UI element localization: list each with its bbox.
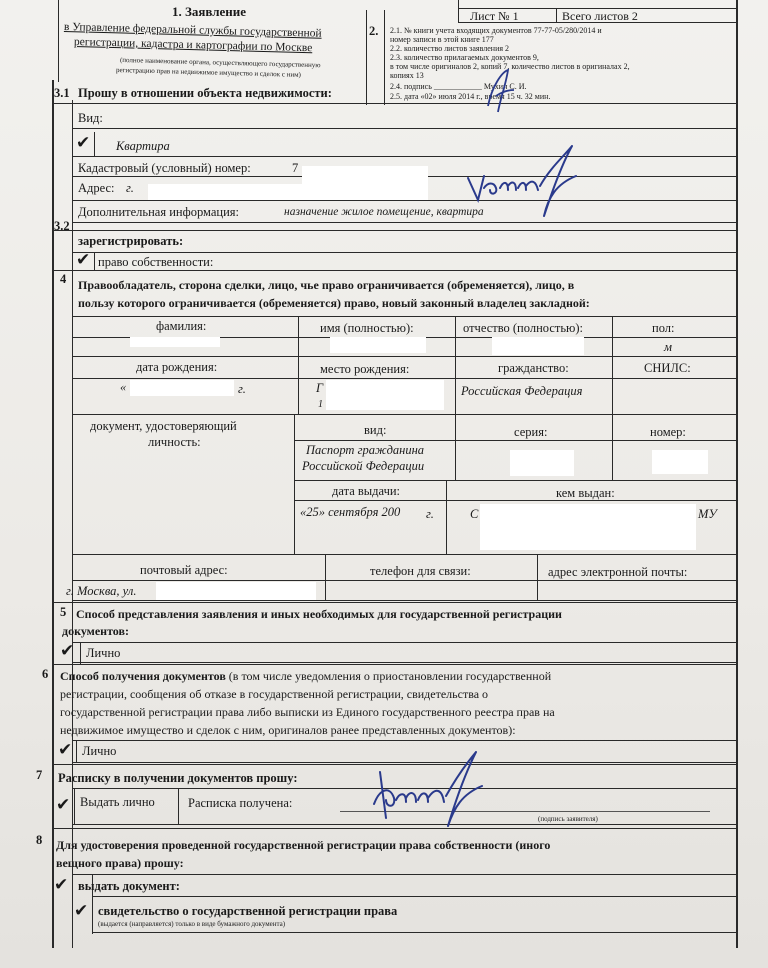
- section-6-title-rest: (в том числе уведомления о приостановлении государственной: [225, 669, 552, 683]
- cadastral-number-label: Кадастровый (условный) номер:: [78, 161, 251, 175]
- sex-label: пол:: [652, 321, 675, 335]
- birth-date-label: дата рождения:: [136, 360, 218, 374]
- submission-method-value: Лично: [86, 646, 121, 660]
- email-label: адрес электронной почты:: [548, 565, 688, 579]
- section-3-1-title: Прошу в отношении объекта недвижимости:: [78, 86, 332, 100]
- redaction-block: [652, 450, 708, 474]
- authority-note-1: (полное наименование органа, осуществляющего государственную: [119, 56, 321, 70]
- section-6-number: 6: [42, 667, 49, 681]
- redaction-block: [510, 450, 574, 476]
- patronymic-label: отчество (полностью):: [463, 321, 584, 335]
- address-value: г.: [126, 181, 134, 195]
- citizenship-value: Российская Федерация: [461, 384, 583, 398]
- redaction-block: [148, 184, 428, 200]
- section-8-number: 8: [36, 833, 43, 847]
- authority-line-2: регистрации, кадастра и картографии по Москве: [73, 36, 313, 55]
- registry-line: в том числе оригиналов 2, копий 7, количество листов в оригиналах 2,: [390, 62, 630, 71]
- name-label: имя (полностью):: [320, 321, 414, 335]
- id-type-label: вид:: [364, 423, 387, 437]
- registry-line: 2.2. количество листов заявления 2: [390, 44, 510, 53]
- section-6-line-3: государственной регистрации права либо выписки из Единого государственного реестра прав на: [60, 705, 555, 719]
- registry-line: копиях 13: [390, 71, 424, 80]
- redaction-block: [130, 380, 234, 396]
- registry-line: номер записи в этой книге 177: [390, 35, 494, 44]
- section-4-number: 4: [60, 272, 67, 286]
- redaction-block: [330, 337, 426, 353]
- signature-image: [460, 138, 590, 220]
- section-6-title-bold: Способ получения документов: [60, 669, 226, 683]
- issued-by-tail: МУ: [698, 507, 717, 521]
- section-8-title-line-2: вещного права) прошу:: [56, 856, 184, 870]
- citizenship-label: гражданство:: [498, 361, 569, 375]
- section-3-1-number: 3.1: [54, 86, 70, 100]
- sex-value: м: [664, 340, 672, 354]
- checkmark-icon: ✔: [76, 250, 91, 270]
- right-type-value: право собственности:: [98, 255, 214, 269]
- statement-title: 1. Заявление: [172, 4, 247, 19]
- birth-place-value-2: 1: [318, 399, 323, 410]
- birth-place-label: место рождения:: [320, 362, 410, 376]
- section-4-title-line-1: Правообладатель, сторона сделки, лицо, чье право ограничивается (обременяется), лицо, в: [78, 278, 575, 292]
- redaction-block: [480, 504, 696, 550]
- authority-line-1: в Управление федеральной службы государственной: [63, 21, 322, 40]
- receipt-received-label: Расписка получена:: [188, 796, 293, 810]
- additional-info-value: назначение жилое помещение, квартира: [284, 206, 484, 218]
- birth-date-suffix: г.: [238, 382, 246, 396]
- checkmark-icon: ✔: [54, 875, 69, 895]
- sheet-number: Лист № 1: [470, 9, 519, 23]
- section-5-title-line-2: документов:: [62, 624, 129, 638]
- id-number-label: номер:: [650, 425, 686, 439]
- receipt-option-value: Выдать лично: [80, 795, 155, 809]
- section-5-title-line-1: [62, 607, 734, 622]
- registry-line: 2.3. количество прилагаемых документов 9,: [390, 53, 539, 62]
- receipt-method-value: Лично: [82, 744, 117, 758]
- section-3-2-title: зарегистрировать:: [78, 234, 184, 248]
- issue-date-label: дата выдачи:: [332, 484, 401, 498]
- cadastral-number-value: 7: [292, 161, 299, 175]
- signature-image: [366, 742, 486, 828]
- issue-date-value: «25» сентября 200: [300, 505, 401, 519]
- section-7-title: Расписку в получении документов прошу:: [58, 771, 298, 785]
- checkmark-icon: ✔: [74, 901, 89, 921]
- section-6-line-2: регистрации, сообщения об отказе в государственной регистрации, свидетельства о: [60, 687, 489, 701]
- issued-by-value: С: [470, 507, 479, 521]
- issue-document-option: выдать документ:: [78, 879, 180, 893]
- sheets-total: Всего листов 2: [562, 9, 638, 23]
- phone-label: телефон для связи:: [370, 564, 471, 578]
- registry-line: 2.5. дата «02» июля 2014 г., время 15 ч. 32 мин.: [390, 92, 551, 101]
- section-6-title-line-1: [60, 669, 551, 684]
- redaction-block: [326, 380, 444, 410]
- signature-image: [478, 66, 518, 116]
- checkmark-icon: ✔: [76, 133, 91, 153]
- id-document-label-1: документ, удостоверяющий: [90, 419, 237, 433]
- postal-address-value: г. Москва, ул.: [66, 584, 137, 598]
- id-document-label-2: личность:: [148, 435, 201, 449]
- id-type-value-1: Паспорт гражданина: [306, 443, 425, 457]
- section-4-title-line-2: пользу которого ограничивается (обременяется) право, новый законный владелец закладной:: [78, 296, 590, 310]
- issued-by-label: кем выдан:: [556, 486, 615, 500]
- registry-line: 2.1. № книги учета входящих документов 77-77-05/280/2014 и: [390, 26, 602, 35]
- birth-place-value: Г: [316, 381, 324, 395]
- box-2-number: 2.: [369, 24, 379, 38]
- section-6-line-4: недвижимое имущество и сделок с ним, оригиналов ранее представленных документов):: [60, 723, 516, 737]
- snils-label: СНИЛС:: [644, 361, 691, 375]
- section-3-2-number: 3.2: [54, 219, 70, 233]
- issue-date-suffix: г.: [426, 507, 434, 521]
- certificate-option: свидетельство о государственной регистрации права: [98, 904, 398, 918]
- authority-note-2: регистрацию прав на недвижимое имущество и сделок с ним): [115, 66, 301, 79]
- object-type-label: Вид:: [78, 111, 103, 125]
- address-label: Адрес:: [78, 181, 115, 195]
- redaction-block: [156, 582, 316, 600]
- signature-caption: (подпись заявителя): [538, 815, 598, 823]
- checkmark-icon: ✔: [56, 795, 71, 815]
- section-8-title-line-1: Для удостоверения проведенной государственной регистрации права собственности (иного: [56, 838, 551, 852]
- registry-line: 2.4. подпись ____________ Мухин С. И.: [390, 82, 527, 91]
- additional-info-label: Дополнительная информация:: [78, 205, 239, 219]
- section-5-title-text: Способ представления заявления и иных необходимых для государственной регистрации: [76, 607, 562, 621]
- birth-date-value: «: [120, 380, 127, 394]
- certificate-option-note: (выдается (направляется) только в виде бумажного документа): [98, 920, 286, 928]
- checkmark-icon: ✔: [58, 740, 73, 760]
- redaction-block: [492, 337, 584, 355]
- id-type-value-2: Российской Федерации: [302, 459, 425, 473]
- object-type-value: Квартира: [116, 139, 170, 153]
- surname-label: фамилия:: [156, 319, 207, 333]
- redaction-block: [130, 337, 220, 347]
- section-5-number: 5: [60, 605, 67, 619]
- checkmark-icon: ✔: [60, 641, 75, 661]
- postal-address-label: почтовый адрес:: [140, 563, 228, 577]
- id-series-label: серия:: [514, 425, 548, 439]
- section-7-number: 7: [36, 768, 43, 782]
